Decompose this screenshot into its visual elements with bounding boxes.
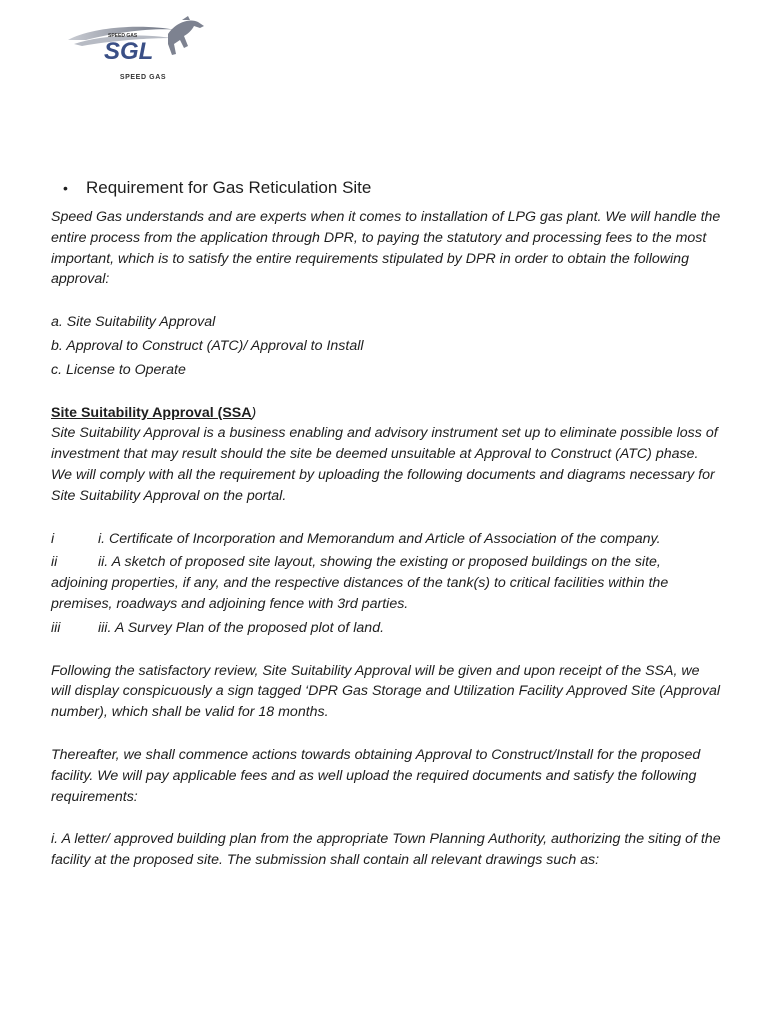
document-item xyxy=(51,529,721,550)
company-logo xyxy=(64,14,214,86)
thereafter-paragraph: Thereafter, we shall commence actions towards obtaining Approval to Construct/Install for the proposed facility. We will pay applicable fees and as well upload the required documents and satisfy the following requirements: xyxy=(51,746,701,805)
bullet-icon: • xyxy=(63,180,68,196)
approval-item: b. Approval to Construct (ATC)/ Approval to Install xyxy=(51,337,364,354)
logo-mark: SGL xyxy=(104,38,154,65)
ssa-heading xyxy=(51,403,721,424)
ssa-title-tail: ) xyxy=(251,404,257,421)
document-text: iii. A Survey Plan of the proposed plot of land. xyxy=(98,619,385,636)
logo-caption: SPEED GAS xyxy=(119,74,167,81)
document-marker: i xyxy=(51,530,55,547)
svg-text:SPEED GAS: SPEED GAS xyxy=(108,33,138,39)
intro-paragraph: Speed Gas understands and are experts when it comes to installation of LPG gas plant. We will handle the entire process from the application through DPR, to paying the statutory and processing fees to the most important, which is to satisfy the entire requirements stipulated by DPR in order to obtain the following approval: xyxy=(51,209,721,288)
document-marker: ii xyxy=(51,554,58,571)
ssa-paragraph: Site Suitability Approval is a business enabling and advisory instrument set up to eliminate possible loss of investment that may result should the site be deemed unsuitable at Approval to Construct (ATC) phase. We will comply with all the requirement by uploading the following documents and diagrams necessary for Site Suitability Approval on the portal. xyxy=(51,425,718,504)
approval-item: c. License to Operate xyxy=(51,361,186,378)
letter-paragraph: i. A letter/ approved building plan from the appropriate Town Planning Authority, authorizing the siting of the facility at the proposed site. The submission shall contain all relevant drawings such as: xyxy=(51,831,721,869)
following-paragraph: Following the satisfactory review, Site Suitability Approval will be given and upon receipt of the SSA, we will display conspicuously a sign tagged ‘DPR Gas Storage and Utilization Facility Approved Site (Approval number), which shall be valid for 18 months. xyxy=(51,662,720,721)
document-item xyxy=(51,618,721,639)
document-text: ii. A sketch of proposed site layout, showing the existing or proposed buildings on the site, adjoining properties, if any, and the respective distances of the tank(s) to critical facilities within the premises, roadways and adjoining fence with 3rd parties. xyxy=(51,554,669,612)
section-heading-text: Requirement for Gas Reticulation Site xyxy=(86,178,372,197)
document-marker: iii xyxy=(51,619,61,636)
ssa-title: Site Suitability Approval (SSA xyxy=(51,404,252,421)
approval-item: a. Site Suitability Approval xyxy=(51,314,216,331)
section-heading xyxy=(51,177,721,199)
document-body xyxy=(51,177,721,871)
horse-logo-icon xyxy=(64,14,214,74)
document-text: i. Certificate of Incorporation and Memorandum and Article of Association of the company. xyxy=(98,530,661,547)
document-item xyxy=(51,552,721,614)
